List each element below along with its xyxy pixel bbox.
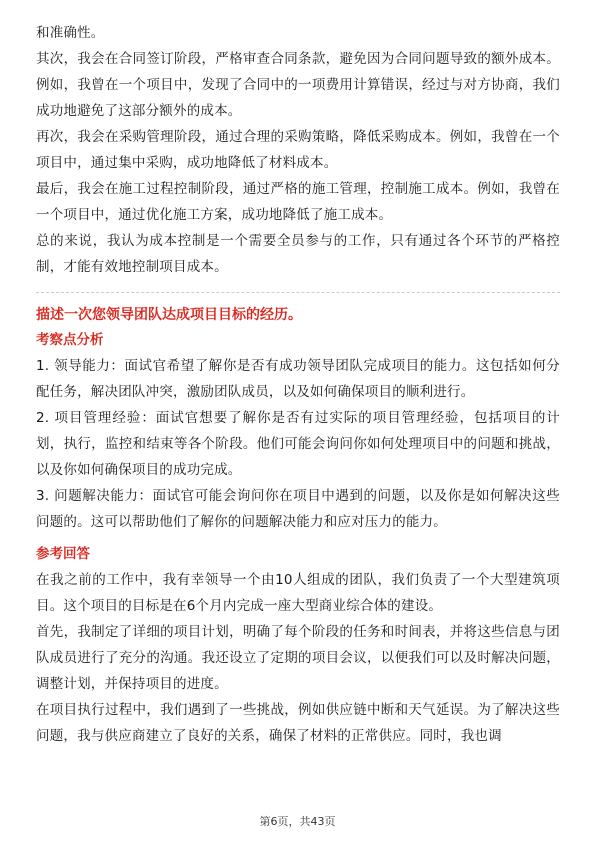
section-divider — [36, 292, 560, 293]
paragraph: 再次，我会在采购管理阶段，通过合理的采购策略，降低采购成本。例如，我曾在一个项目中，通过集中采购，成功地降低了材料成本。 — [36, 129, 560, 171]
analysis-point: 1. 领导能力：面试官希望了解你是否有成功领导团队完成项目的能力。这包括如何分配任务，解决团队冲突，激励团队成员，以及如何确保项目的顺利进行。 — [36, 358, 560, 400]
question-heading: 描述一次您领导团队达成项目目标的经历。 — [36, 307, 302, 323]
paragraph: 在我之前的工作中，我有幸领导一个由10人组成的团队，我们负责了一个大型建筑项目。这个项目的目标是在6个月内完成一座大型商业综合体的建设。 — [36, 572, 560, 614]
paragraph: 首先，我制定了详细的项目计划，明确了每个阶段的任务和时间表，并将这些信息与团队成员进行了充分的沟通。我还设立了定期的项目会议，以便我们可以及时解决问题，调整计划，并保持项目的进度。 — [36, 624, 560, 692]
page-number: 第6页，共43页 — [259, 815, 336, 828]
paragraph: 其次，我会在合同签订阶段，严格审查合同条款，避免因为合同问题导致的额外成本。例如，我曾在一个项目中，发现了合同中的一项费用计算错误，经过与对方协商，我们成功地避免了这部分额外的成本。 — [36, 51, 560, 119]
paragraph: 最后，我会在施工过程控制阶段，通过严格的施工管理，控制施工成本。例如，我曾在一个项目中，通过优化施工方案，成功地降低了施工成本。 — [36, 181, 560, 223]
analysis-point: 2. 项目管理经验：面试官想要了解你是否有过实际的项目管理经验，包括项目的计划，执行，监控和结束等各个阶段。他们可能会询问你如何处理项目中的问题和挑战，以及你如何确保项目的成功完成。 — [36, 410, 560, 478]
page-content — [36, 20, 560, 749]
analysis-title: 考察点分析 — [36, 332, 104, 348]
analysis-section — [36, 327, 560, 535]
paragraph: 总的来说，我认为成本控制是一个需要全员参与的工作，只有通过各个环节的严格控制，才能有效地控制项目成本。 — [36, 233, 560, 275]
reference-title: 参考回答 — [36, 546, 90, 562]
analysis-point: 3. 问题解决能力：面试官可能会询问你在项目中遇到的问题，以及你是如何解决这些问题的。这可以帮助他们了解你的问题解决能力和应对压力的能力。 — [36, 488, 560, 530]
paragraph: 在项目执行过程中，我们遇到了一些挑战，例如供应链中断和天气延误。为了解决这些问题，我与供应商建立了良好的关系，确保了材料的正常供应。同时，我也调 — [36, 702, 560, 744]
paragraph: 和准确性。 — [36, 25, 105, 41]
previous-answer — [36, 20, 560, 280]
reference-answer-section — [36, 541, 560, 749]
